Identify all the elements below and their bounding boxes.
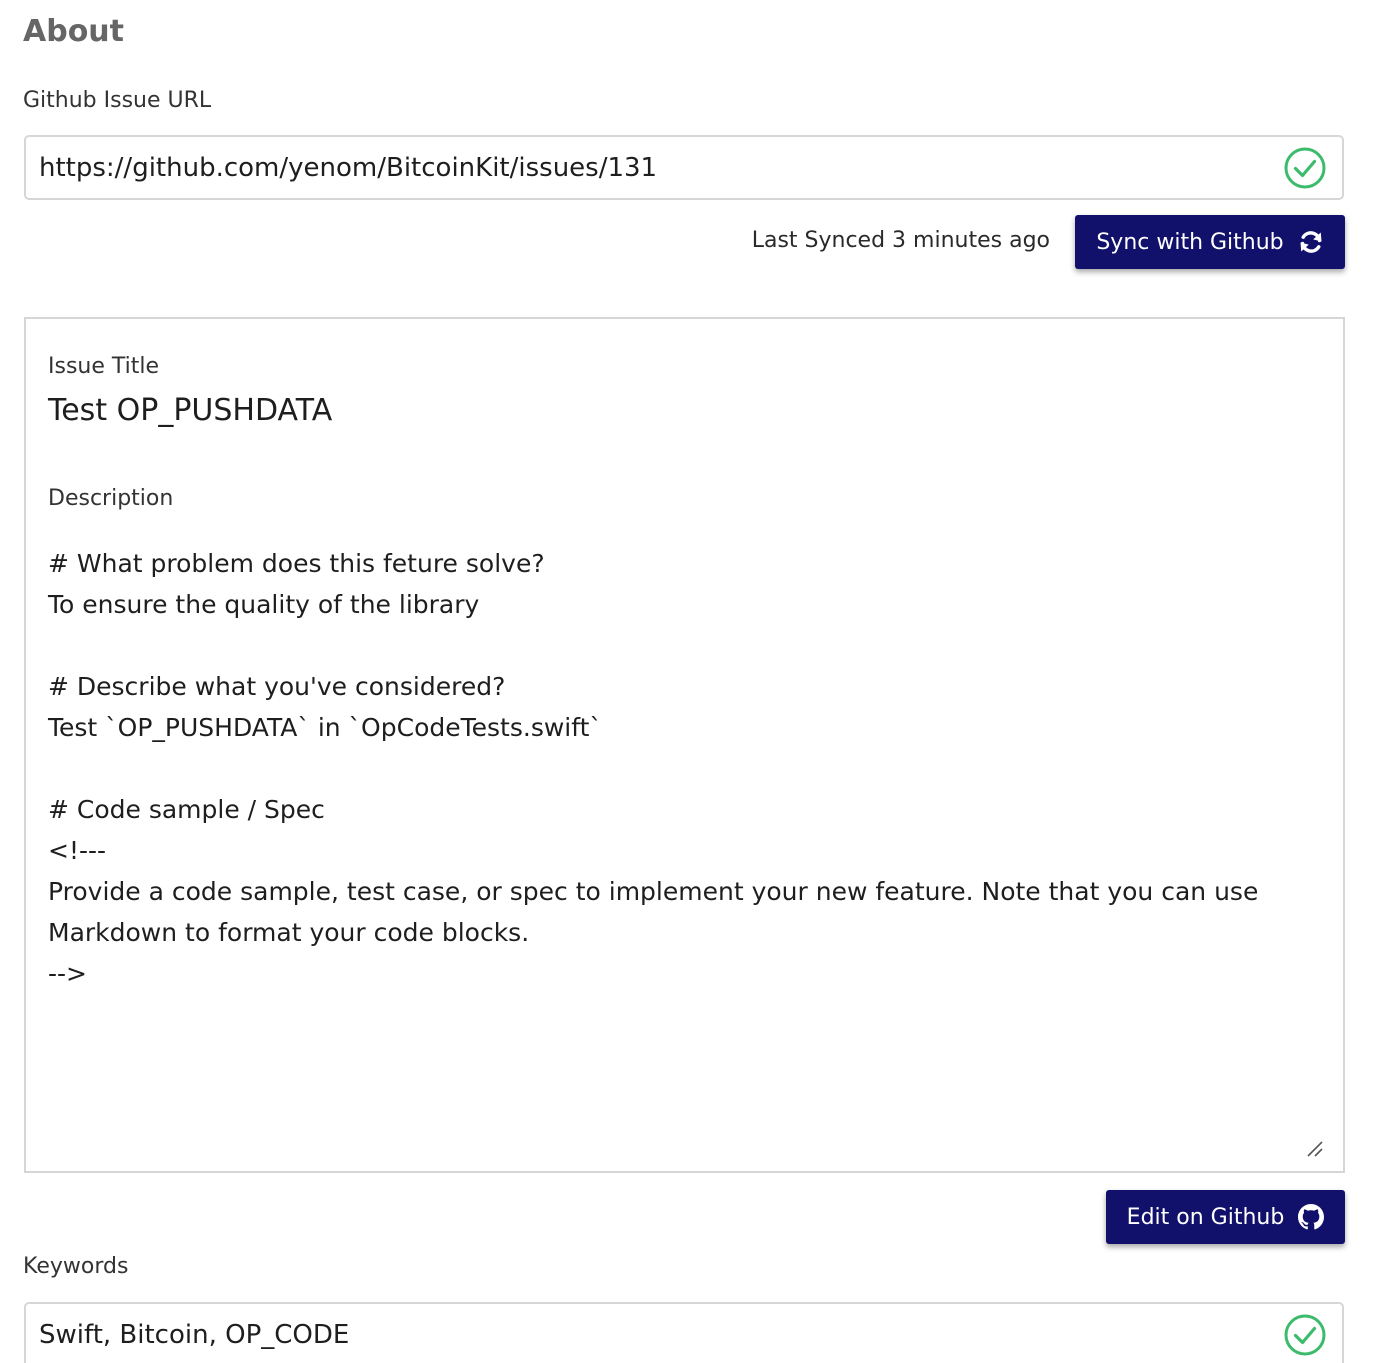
description-line: Provide a code sample, test case, or spec to implement your new feature. Note that you can use [48,877,1259,906]
issue-title-label: Issue Title [48,354,160,379]
check-circle-icon [1283,146,1327,190]
keywords-input[interactable] [24,1302,1344,1363]
keywords-label: Keywords [23,1254,129,1279]
section-title: About [23,14,125,49]
description-text[interactable] [48,543,1318,994]
last-synced-status: Last Synced 3 minutes ago [751,228,1050,253]
description-line: <!--- [48,836,107,865]
description-line [48,625,1318,666]
description-label: Description [48,486,174,511]
description-line: To ensure the quality of the library [48,590,480,619]
check-circle-icon [1283,1313,1327,1357]
issue-details-box [24,317,1345,1173]
sync-with-github-label: Sync with Github [1096,229,1284,255]
edit-on-github-button[interactable] [1106,1190,1345,1244]
description-line: Test `OP_PUSHDATA` in `OpCodeTests.swift` [48,713,602,742]
keywords-value[interactable]: Swift, Bitcoin, OP_CODE [39,1320,350,1350]
github-icon [1298,1204,1324,1230]
description-line: # Code sample / Spec [48,795,325,824]
resize-handle-icon[interactable] [1305,1139,1325,1159]
sync-with-github-button[interactable] [1075,215,1345,269]
description-line: --> [48,959,87,988]
github-issue-url-input[interactable] [24,135,1344,200]
description-line: Markdown to format your code blocks. [48,918,530,947]
description-line [48,748,1318,789]
issue-title-value: Test OP_PUSHDATA [48,393,333,428]
github-issue-url-value[interactable]: https://github.com/yenom/BitcoinKit/issues/131 [39,152,658,183]
edit-on-github-label: Edit on Github [1126,1204,1285,1230]
description-line: # What problem does this feture solve? [48,549,545,578]
github-issue-url-label: Github Issue URL [23,88,212,113]
description-line: # Describe what you've considered? [48,672,506,701]
sync-icon [1298,229,1324,255]
